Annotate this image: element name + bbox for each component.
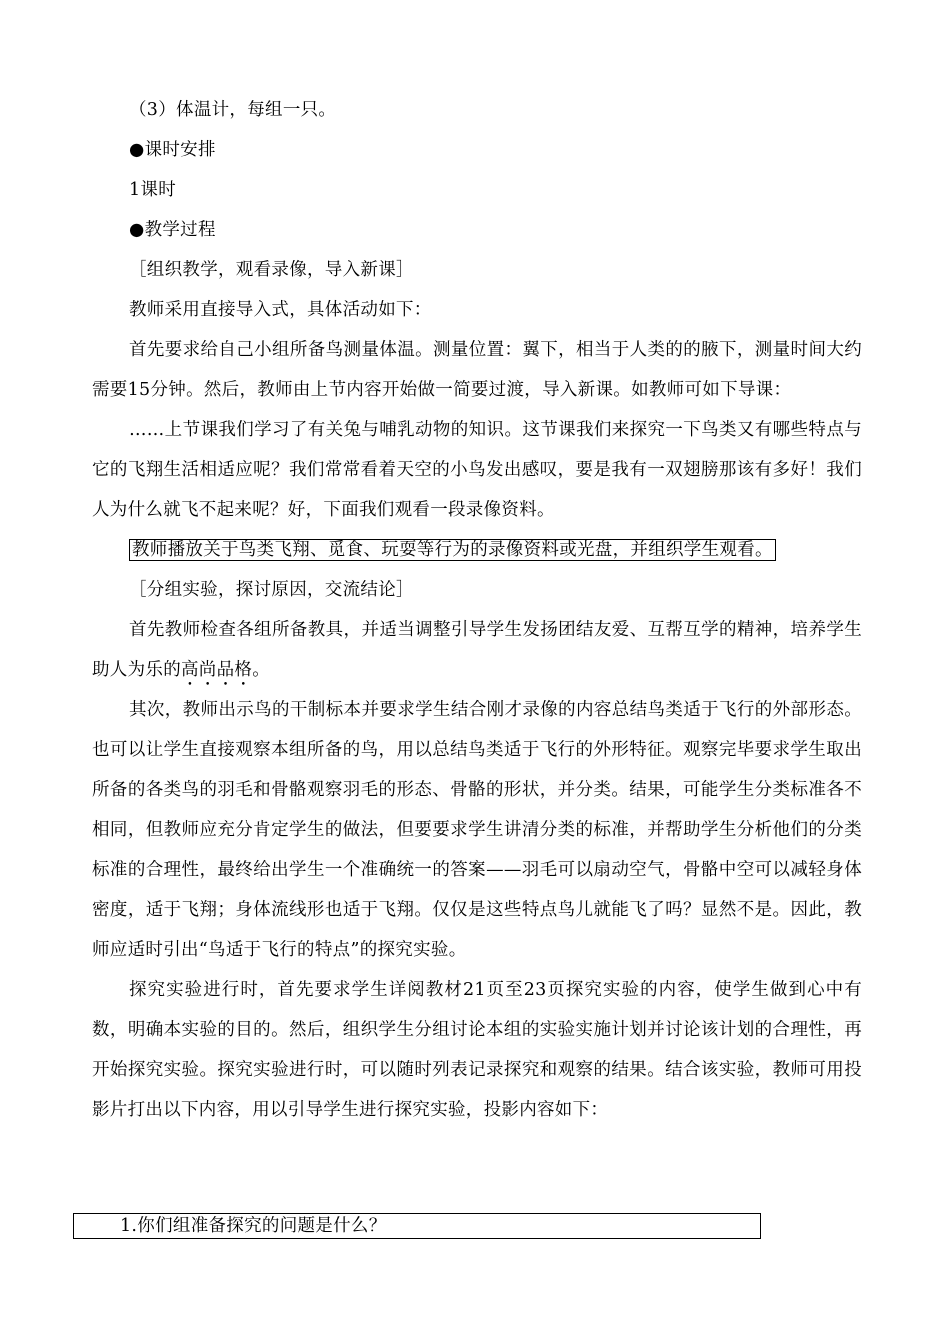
material-item-thermometer: （3）体温计，每组一只。 bbox=[129, 100, 337, 120]
boxed-text: 教师播放关于鸟类飞翔、觅食、玩耍等行为的录像资料或光盘，并组织学生观看。 bbox=[129, 539, 776, 561]
document-body bbox=[92, 90, 862, 1130]
heading-teaching-process: ●教学过程 bbox=[129, 220, 216, 240]
paragraph-check-tools bbox=[92, 610, 862, 690]
paragraph-intro-method: 教师采用直接导入式，具体活动如下： bbox=[129, 300, 432, 320]
emphasized-text: 高尚品格 bbox=[181, 660, 253, 680]
text-segment: 首先教师检查各组所备教具，并适当调整引导学生发扬团结友爱、互帮互学的精神，培养学生助人为乐的 bbox=[92, 620, 862, 680]
paragraph-experiment-procedure: 探究实验进行时，首先要求学生详阅教材21页至23页探究实验的内容，使学生做到心中有数，明确本实验的目的。然后，组织学生分组讨论本组的实验实施计划并讨论该计划的合理性，再开始探究实验。探究实验进行时，可以随时列表记录探究和观察的结果。结合该实验，教师可用投影片打出以下内容，用以引导学生进行探究实验，投影内容如下： bbox=[92, 980, 862, 1120]
paragraph-specimen-observation: 其次，教师出示鸟的干制标本并要求学生结合刚才录像的内容总结鸟类适于飞行的外部形态。也可以让学生直接观察本组所备的鸟，用以总结鸟类适于飞行的外形特征。观察完毕要求学生取出所备的各类鸟的羽毛和骨骼观察羽毛的形态、骨骼的形状，并分类。结果，可能学生分类标准各不相同，但教师应充分肯定学生的做法，但要要求学生讲清分类的标准，并帮助学生分析他们的分类标准的合理性，最终给出学生一个准确统一的答案——羽毛可以扇动空气，骨骼中空可以减轻身体密度，适于飞翔；身体流线形也适于飞翔。仅仅是这些特点鸟儿就能飞了吗？显然不是。因此，教师应适时引出“鸟适于飞行的特点”的探究实验。 bbox=[92, 700, 862, 960]
section-title-group-experiment: ［分组实验，探讨原因，交流结论］ bbox=[129, 580, 414, 600]
paragraph-measure-temperature: 首先要求给自己小组所备鸟测量体温。测量位置：翼下，相当于人类的的腋下，测量时间大约需要15分钟。然后，教师由上节内容开始做一简要过渡，导入新课。如教师可如下导课： bbox=[92, 340, 862, 400]
section-title-intro: ［组织教学，观看录像，导入新课］ bbox=[129, 260, 414, 280]
text-segment: 。 bbox=[252, 660, 271, 680]
class-hours: 1课时 bbox=[129, 180, 177, 200]
projection-table-row bbox=[73, 1213, 761, 1239]
paragraph-video-box bbox=[92, 530, 862, 570]
table-cell-text: 1.你们组准备探究的问题是什么？ bbox=[120, 1216, 387, 1236]
heading-class-schedule: ●课时安排 bbox=[129, 140, 216, 160]
paragraph-lead-in-speech: ……上节课我们学习了有关兔与哺乳动物的知识。这节课我们来探究一下鸟类又有哪些特点与它的飞翔生活相适应呢？我们常常看着天空的小鸟发出感叹，要是我有一双翅膀那该有多好！我们人为什么就飞不起来呢？好，下面我们观看一段录像资料。 bbox=[92, 420, 862, 520]
